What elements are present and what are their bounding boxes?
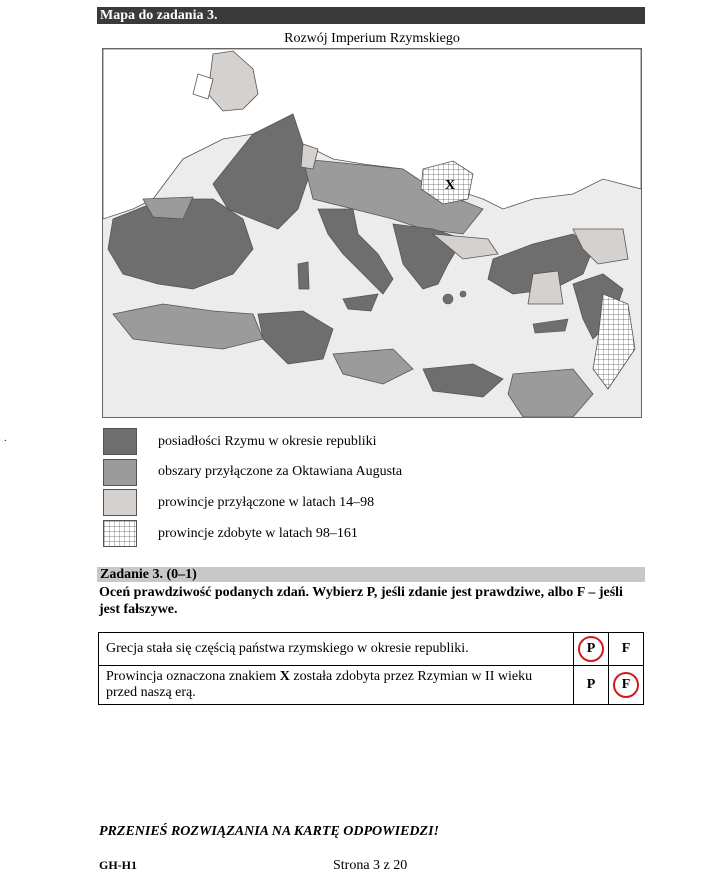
- option-f-label: F: [621, 677, 631, 692]
- legend-swatch-14-98: [103, 489, 137, 516]
- legend-label-republic: posiadłości Rzymu w okresie republiki: [158, 434, 377, 449]
- table-row: [99, 666, 644, 705]
- option-f-2[interactable]: [609, 666, 644, 705]
- selection-circle: [613, 672, 639, 698]
- option-f-1[interactable]: [609, 633, 644, 666]
- cappadocia: [528, 271, 563, 304]
- legend-label-augustus: obszary przyłączone za Oktawiana Augusta: [158, 464, 403, 479]
- statement-2-text-end: została zdobyta przez Rzymian w II wieku przed naszą erą.: [106, 669, 533, 700]
- map-title: Rozwój Imperium Rzymskiego: [284, 31, 460, 46]
- exam-code: GH-H1: [99, 858, 137, 872]
- legend-label-14-98: prowincje przyłączone w latach 14–98: [158, 495, 375, 510]
- margin-mark: .: [4, 433, 7, 444]
- map-section-header: Mapa do zadania 3.: [97, 7, 645, 24]
- option-p-1[interactable]: [574, 633, 609, 666]
- island-crete: [443, 294, 453, 304]
- legend-label-98-161: prowincje zdobyte w latach 98–161: [158, 526, 358, 541]
- true-false-table: [98, 632, 644, 705]
- sardinia: [298, 262, 309, 289]
- task-title: Zadanie 3. (0–1): [97, 567, 645, 582]
- legend-swatch-98-161: [103, 520, 137, 547]
- task-instruction: Oceń prawdziwość podanych zdań. Wybierz P, jeśli zdanie jest prawdziwe, albo F – jeśli jest fałszywe.: [99, 585, 623, 617]
- map-graphic: [103, 49, 641, 417]
- option-p-2[interactable]: [574, 666, 609, 705]
- option-p-label: P: [586, 641, 596, 656]
- table-row: [99, 633, 644, 666]
- legend-swatch-republic: [103, 428, 137, 455]
- statement-2: [99, 666, 574, 705]
- transfer-answers-note: PRZENIEŚ ROZWIĄZANIA NA KARTĘ ODPOWIEDZI!: [99, 824, 439, 839]
- roman-empire-map: [102, 48, 642, 418]
- option-f-label: F: [621, 641, 631, 656]
- map-marker-x: X: [445, 178, 456, 193]
- statement-1: [99, 633, 574, 666]
- legend-swatch-augustus: [103, 459, 137, 486]
- statement-1-text: Grecja stała się częścią państwa rzymskiego w okresie republiki.: [106, 641, 469, 656]
- island-small: [460, 291, 466, 297]
- statement-2-marker: X: [279, 669, 290, 684]
- grid-pattern-icon: [104, 521, 137, 547]
- option-p-label: P: [586, 677, 596, 692]
- statement-2-text-start: Prowincja oznaczona znakiem: [106, 669, 280, 684]
- selection-circle: [578, 636, 604, 662]
- page-number: Strona 3 z 20: [333, 858, 408, 873]
